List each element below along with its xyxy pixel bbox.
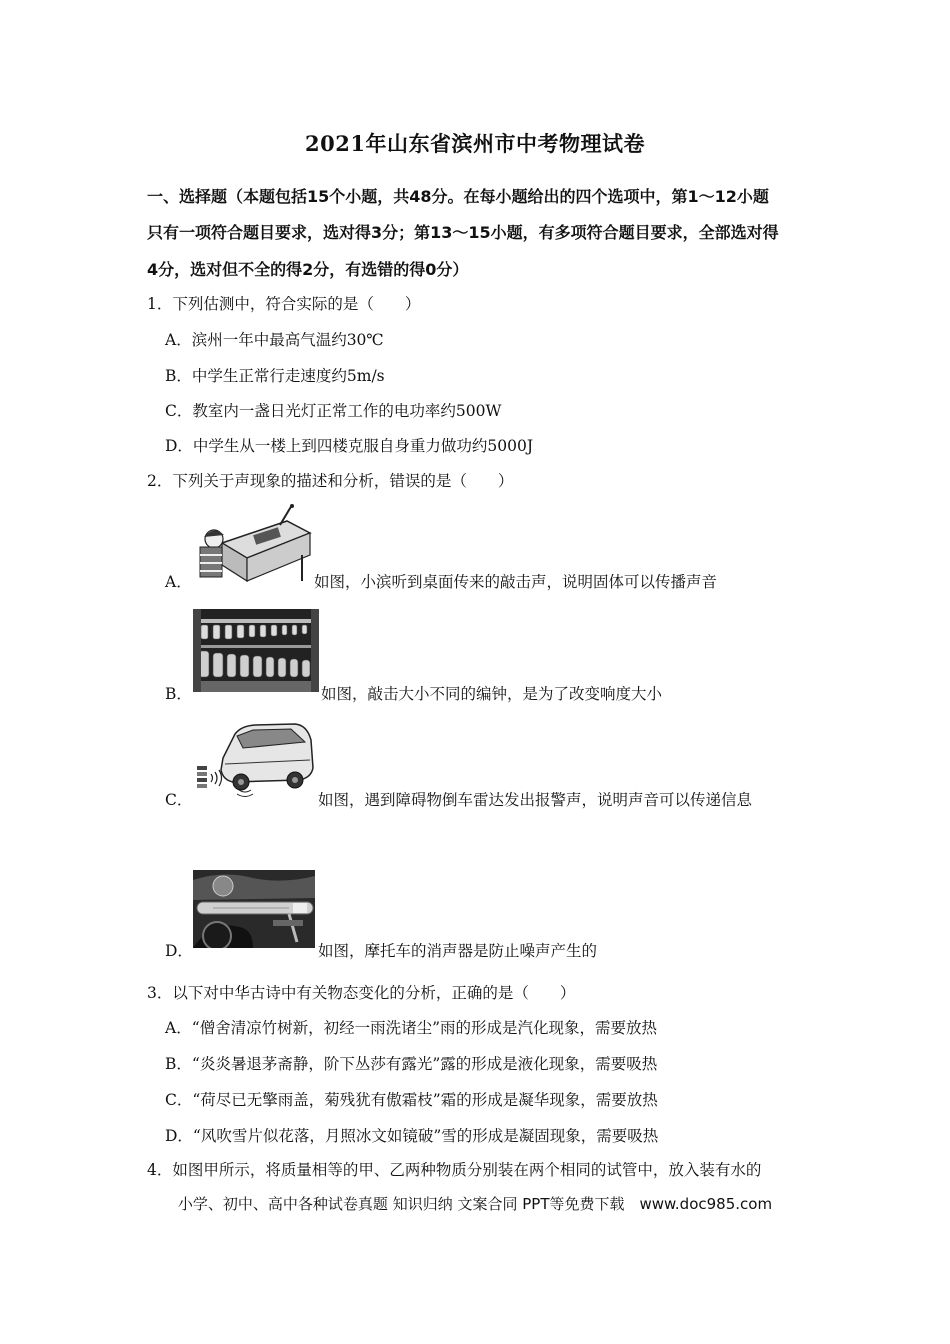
question-2-option-a-letter: A． [165, 573, 192, 591]
question-2-option-c-text: 如图，遇到障碍物倒车雷达发出报警声，说明声音可以传递信息 [318, 791, 753, 809]
question-2-stem: 2．下列关于声现象的描述和分析，错误的是（ ） [147, 472, 514, 490]
motorcycle-muffler-photo [193, 870, 315, 948]
page-footer: 小学、初中、高中各种试卷真题 知识归纳 文案合同 PPT等免费下载 www.doc985.com [177, 1195, 773, 1213]
question-3-option-b: B．“炎炎暑退茅斋静，阶下丛莎有露光”露的形成是液化现象，需要吸热 [165, 1055, 658, 1073]
question-1-option-a: A．滨州一年中最高气温约30℃ [165, 331, 384, 349]
desk-listening-illustration [192, 503, 312, 583]
question-1-option-c: C．教室内一盏日光灯正常工作的电功率约500W [165, 402, 502, 420]
question-1-option-b: B．中学生正常行走速度约5m/s [165, 367, 385, 385]
question-4-stem: 4．如图甲所示，将质量相等的甲、乙两种物质分别装在两个相同的试管中，放入装有水的 [147, 1161, 762, 1179]
question-2-option-d-letter: D． [165, 942, 193, 960]
car-reversing-radar-illustration [195, 720, 315, 800]
question-1-option-d: D．中学生从一楼上到四楼克服自身重力做功约5000J [165, 437, 534, 455]
question-1-stem: 1．下列估测中，符合实际的是（ ） [147, 295, 421, 313]
chime-bells-photo [193, 609, 319, 692]
question-2-option-d-text: 如图，摩托车的消声器是防止噪声产生的 [318, 942, 598, 960]
question-2-option-b-text: 如图，敲击大小不同的编钟，是为了改变响度大小 [321, 685, 663, 703]
question-2-option-c-letter: C． [165, 791, 193, 809]
question-3-stem: 3．以下对中华古诗中有关物态变化的分析，正确的是（ ） [147, 984, 576, 1002]
question-3-option-d: D．“风吹雪片似花落，月照冰文如镜破”雪的形成是凝固现象，需要吸热 [165, 1127, 659, 1145]
question-2-option-a-text: 如图，小滨听到桌面传来的敲击声，说明固体可以传播声音 [314, 573, 718, 591]
section-heading-line-3: 4分，选对但不全的得2分，有选错的得0分） [147, 260, 469, 279]
question-2-option-b-letter: B． [165, 685, 192, 703]
page-title: 2021年山东省滨州市中考物理试卷 [305, 131, 645, 156]
question-3-option-c: C．“荷尽已无擎雨盖，菊残犹有傲霜枝”霜的形成是凝华现象，需要放热 [165, 1091, 658, 1109]
section-heading-line-1: 一、选择题（本题包括15个小题，共48分。在每小题给出的四个选项中，第1～12小题 [147, 187, 769, 206]
section-heading-line-2: 只有一项符合题目要求，选对得3分；第13～15小题，有多项符合题目要求，全部选对得 [147, 223, 779, 242]
question-3-option-a: A．“僧舍清凉竹树新，初经一雨洗诸尘”雨的形成是汽化现象，需要放热 [165, 1019, 658, 1037]
